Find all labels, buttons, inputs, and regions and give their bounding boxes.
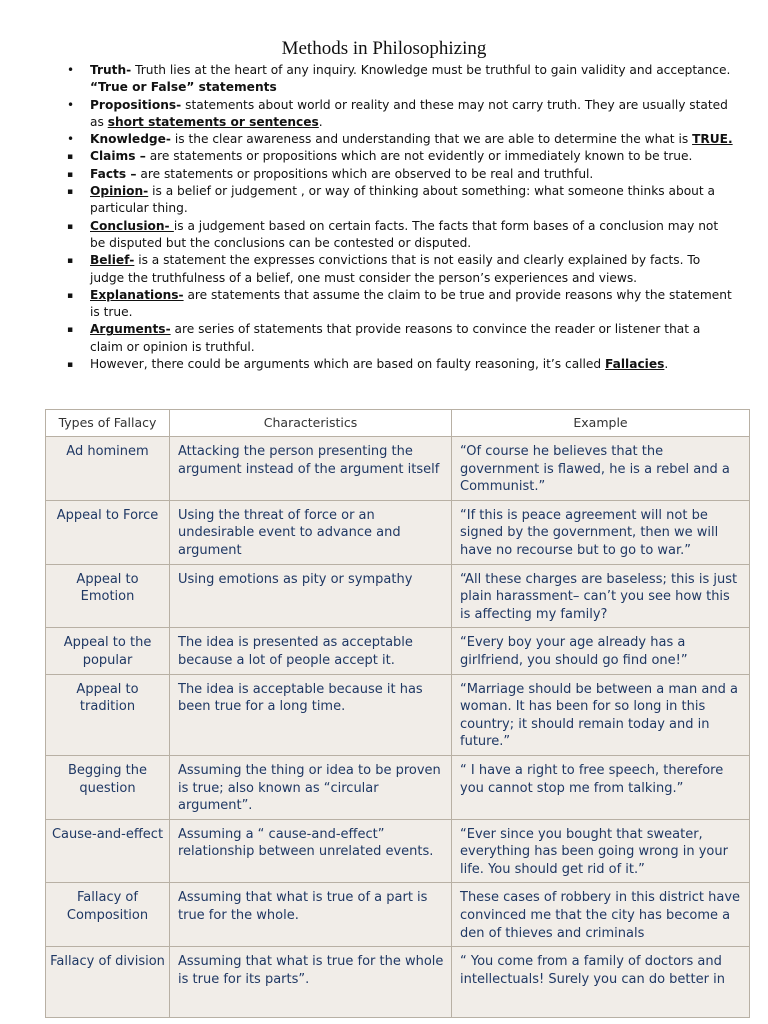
table-row <box>46 564 750 628</box>
definitions-list <box>67 62 737 373</box>
round-bullet-icon: • <box>67 97 75 112</box>
round-bullet-icon: • <box>67 63 75 77</box>
example-cell: These cases of robbery in this district have convinced me that the city has become a den of thieves and criminals <box>452 883 750 947</box>
list-item <box>67 183 737 218</box>
term-definition: is a judgement based on certain facts. The facts that form bases of a conclusion may not be disputed but the conclusions can be contested or disputed. <box>90 218 719 250</box>
square-bullet-icon: ▪ <box>67 360 74 371</box>
characteristics-cell: Using emotions as pity or sympathy <box>170 564 452 628</box>
list-item <box>67 287 737 322</box>
example-cell: “Marriage should be between a man and a woman. It has been for so long in this country; it should remain today and in future.” <box>452 674 750 755</box>
term-definition: are statements or propositions which are observed to be real and truthful. <box>136 166 594 181</box>
term-definition: However, there could be arguments which are based on faulty reasoning, it’s called <box>90 357 606 372</box>
list-item <box>67 252 737 287</box>
term-label: Propositions- <box>90 97 182 112</box>
list-item <box>67 131 737 148</box>
fallacy-type-cell: Appeal to the popular <box>46 628 170 674</box>
characteristics-cell: Attacking the person presenting the argument instead of the argument itself <box>170 437 452 501</box>
example-cell: “If this is peace agreement will not be signed by the government, then we will have no recourse but to go to war.” <box>452 500 750 564</box>
example-cell: “All these charges are baseless; this is just plain harassment– can’t you see how this is affecting my family? <box>452 564 750 628</box>
list-item <box>67 166 737 183</box>
characteristics-cell: Using the threat of force or an undesirable event to advance and argument <box>170 500 452 564</box>
square-bullet-icon: ▪ <box>67 169 74 180</box>
list-item <box>67 97 737 132</box>
fallacy-type-cell: Begging the question <box>46 755 170 819</box>
trailing-punctuation: . <box>318 114 323 129</box>
term-label: Facts – <box>90 166 137 181</box>
fallacy-type-cell: Appeal to Emotion <box>46 564 170 628</box>
list-item <box>67 218 737 253</box>
square-bullet-icon: ▪ <box>67 325 74 336</box>
characteristics-cell: Assuming the thing or idea to be proven is true; also known as “circular argument”. <box>170 755 452 819</box>
term-definition: is a statement the expresses convictions that is not easily and clearly explained by facts. To judge the truthfulness of a belief, one must consider the person’s experiences and views. <box>90 253 701 285</box>
term-label: Belief- <box>90 253 135 268</box>
trailing-punctuation: . <box>664 357 669 372</box>
table-row <box>46 819 750 883</box>
table-row <box>46 628 750 674</box>
page-title: Methods in Philosophizing <box>281 38 487 59</box>
example-cell: “Of course he believes that the government is flawed, he is a rebel and a Communist.” <box>452 437 750 501</box>
square-bullet-icon: ▪ <box>67 221 74 232</box>
list-item <box>67 321 737 356</box>
characteristics-cell: Assuming that what is true for the whole is true for its parts”. <box>170 947 452 1018</box>
term-label: Conclusion- <box>90 218 174 233</box>
table-row <box>46 755 750 819</box>
term-definition: are series of statements that provide reasons to convince the reader or listener that a claim or opinion is truthful. <box>90 322 701 354</box>
fallacy-table <box>45 409 750 1018</box>
table-row <box>46 883 750 947</box>
term-definition: are statements or propositions which are not evidently or immediately known to be true. <box>145 149 693 164</box>
term-definition: is the clear awareness and understanding that we are able to determine the what is <box>170 132 693 147</box>
characteristics-cell: The idea is acceptable because it has been true for a long time. <box>170 674 452 755</box>
list-item <box>67 62 737 97</box>
fallacy-table-body <box>46 437 750 1018</box>
square-bullet-icon: ▪ <box>67 187 74 198</box>
term-label: Truth- <box>90 63 132 77</box>
fallacy-type-cell: Ad hominem <box>46 437 170 501</box>
term-definition: are statements that assume the claim to be true and provide reasons why the statement is true. <box>90 287 732 320</box>
fallacy-type-cell: Appeal to tradition <box>46 674 170 755</box>
fallacy-type-cell: Fallacy of division <box>46 947 170 1018</box>
characteristics-cell: Assuming a “ cause-and-effect” relationship between unrelated events. <box>170 819 452 883</box>
emphasized-text: short statements or sentences <box>107 114 319 129</box>
round-bullet-icon: • <box>67 132 75 147</box>
table-row <box>46 500 750 564</box>
term-label: Explanations- <box>90 287 184 302</box>
example-cell: “Ever since you bought that sweater, everything has been going wrong in your life. You should get rid of it.” <box>452 819 750 883</box>
characteristics-cell: The idea is presented as acceptable because a lot of people accept it. <box>170 628 452 674</box>
term-label: Claims – <box>90 149 146 164</box>
square-bullet-icon: ▪ <box>67 290 74 301</box>
header-characteristics: Characteristics <box>170 410 452 437</box>
table-row <box>46 674 750 755</box>
term-label: Opinion- <box>90 184 149 199</box>
square-bullet-icon: ▪ <box>67 256 74 267</box>
header-types-of-fallacy: Types of Fallacy <box>46 410 170 437</box>
term-definition: statements about world or reality and these may not carry truth. They are usually stated as <box>90 97 728 129</box>
list-item <box>67 356 737 373</box>
fallacy-type-cell: Appeal to Force <box>46 500 170 564</box>
example-cell: “Every boy your age already has a girlfriend, you should go find one!” <box>452 628 750 674</box>
table-row <box>46 437 750 501</box>
example-cell: “ You come from a family of doctors and intellectuals! Surely you can do better in <box>452 947 750 1018</box>
example-cell: “ I have a right to free speech, therefore you cannot stop me from talking.” <box>452 755 750 819</box>
term-definition: is a belief or judgement , or way of thinking about something: what someone thinks about a particular thing. <box>90 184 716 216</box>
square-bullet-icon: ▪ <box>67 152 74 163</box>
table-row <box>46 947 750 1018</box>
term-label: Arguments- <box>90 322 171 337</box>
term-definition: Truth lies at the heart of any inquiry. Knowledge must be truthful to gain validity and acceptance. <box>131 63 731 77</box>
fallacy-type-cell: Cause-and-effect <box>46 819 170 883</box>
characteristics-cell: Assuming that what is true of a part is true for the whole. <box>170 883 452 947</box>
list-item <box>67 148 737 165</box>
emphasized-text: “True or False” statements <box>90 80 277 95</box>
header-example: Example <box>452 410 750 437</box>
emphasized-text: Fallacies <box>605 357 665 372</box>
term-label: Knowledge- <box>90 132 171 147</box>
fallacy-type-cell: Fallacy of Composition <box>46 883 170 947</box>
table-header-row <box>46 410 750 437</box>
emphasized-text: TRUE. <box>692 132 733 147</box>
